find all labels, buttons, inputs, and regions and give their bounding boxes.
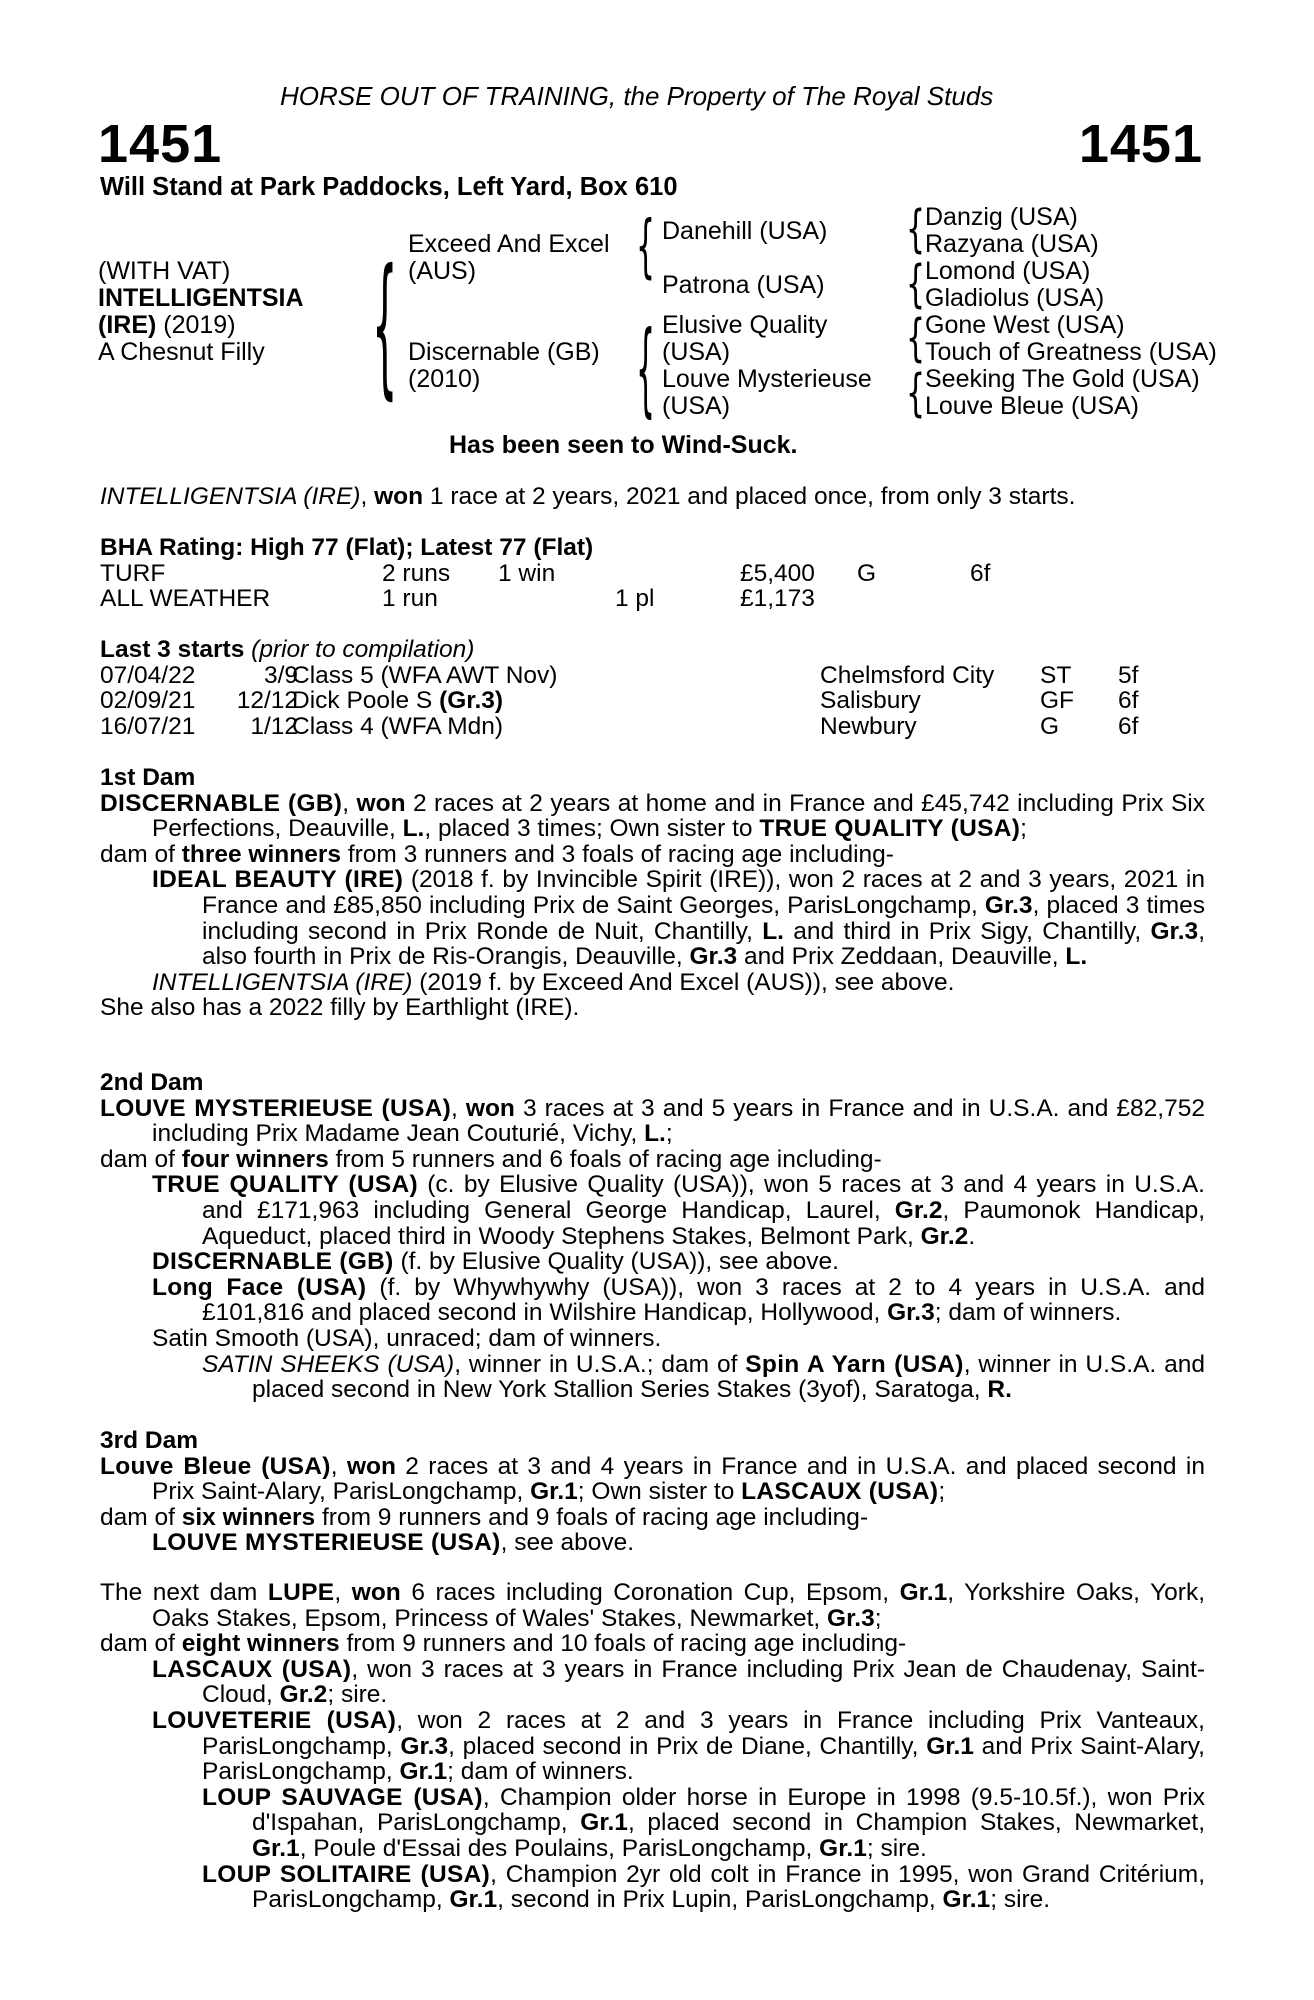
pedigree-brace-ss: {	[906, 199, 926, 260]
start-row: 07/04/22 3/9 Class 5 (WFA AWT Nov) Chelmsford City ST 5f	[100, 661, 1139, 689]
pedigree-brace-main: {	[372, 240, 398, 416]
first-dam-note: She also has a 2022 filly by Earthlight (IRE).	[100, 994, 580, 1022]
horse-description: A Chesnut Filly	[98, 338, 265, 366]
next-dam-section	[100, 1580, 1205, 1913]
rating-section	[100, 535, 1205, 612]
third-dam-section	[100, 1428, 1205, 1556]
pedigree-brace-dam: {	[636, 311, 656, 431]
produce-entry: INTELLIGENTSIA (IRE) (2019 f. by Exceed And Excel (AUS)), see above.	[152, 968, 955, 996]
pedigree-sds: Lomond (USA)	[925, 257, 1091, 285]
stand-location: Will Stand at Park Paddocks, Left Yard, Box 610	[100, 173, 678, 201]
second-dam-record: LOUVE MYSTERIEUSE (USA), won 3 races at 3 and 5 years in France and in U.S.A. and £82,752 including Prix Madame Jean Couturié, Vichy, L.;	[100, 1094, 1205, 1148]
rating-row-all-weather: ALL WEATHER 1 run 1 pl £1,173	[100, 585, 815, 613]
second-dam-section	[100, 1070, 1205, 1403]
last-starts-section	[100, 637, 1205, 739]
produce-entry: LASCAUX (USA), won 3 races at 3 years in France including Prix Jean de Chaudenay, Saint-Cloud, Gr.2; sire.	[152, 1655, 1205, 1709]
lot-number-left: 1451	[98, 114, 223, 174]
pedigree-ddd: Louve Bleue (USA)	[925, 392, 1140, 420]
first-dam-heading: 1st Dam	[100, 764, 196, 791]
pedigree-dam: Discernable (GB) (2010)	[408, 338, 600, 393]
produce-entry: LOUVE MYSTERIEUSE (USA), see above.	[152, 1529, 635, 1557]
pedigree-brace-sire: {	[636, 207, 656, 288]
grand-produce-entry: SATIN SHEEKS (USA), winner in U.S.A.; dam of Spin A Yarn (USA), winner in U.S.A. and placed second in New York Stallion Series Stakes (3yof), Saratoga, R.	[202, 1350, 1205, 1404]
pedigree-sire-sire: Danehill (USA)	[662, 217, 828, 245]
first-dam-produce: dam of three winners from 3 runners and 3 foals of racing age including-	[100, 840, 894, 868]
next-dam-record: The next dam LUPE, won 6 races including Coronation Cup, Epsom, Gr.1, Yorkshire Oaks, York, Oaks Stakes, Epsom, Princess of Wales' Stakes, Newmarket, Gr.3;	[100, 1579, 1206, 1632]
vet-note: Has been seen to Wind-Suck.	[449, 431, 798, 459]
produce-entry: Satin Smooth (USA), unraced; dam of winners.	[152, 1324, 662, 1352]
pedigree-sdd: Gladiolus (USA)	[925, 284, 1105, 312]
third-dam-produce: dam of six winners from 9 runners and 9 foals of racing age including-	[100, 1503, 869, 1531]
next-dam-produce: dam of eight winners from 9 runners and 10 foals of racing age including-	[100, 1630, 907, 1658]
second-dam-heading: 2nd Dam	[100, 1069, 204, 1096]
produce-entry: TRUE QUALITY (USA) (c. by Elusive Quality (USA)), won 5 races at 3 and 4 years in U.S.A. and £171,963 including General George Handicap, Laurel, Gr.2, Paumonok Handicap, Aqueduct, placed third in Woody Stephens Stakes, Belmont Park, Gr.2.	[152, 1171, 1205, 1250]
first-dam-record: DISCERNABLE (GB), won 2 races at 2 years at home and in France and £45,742 including Prix Six Perfections, Deauville, L., placed 3 times; Own sister to TRUE QUALITY (USA);	[100, 789, 1205, 843]
pedigree-dds: Seeking The Gold (USA)	[925, 365, 1200, 393]
pedigree-sire-dam: Patrona (USA)	[662, 271, 825, 299]
pedigree-dam-dam: Louve Mysterieuse (USA)	[662, 365, 872, 420]
last-starts-heading: Last 3 starts (prior to compilation)	[100, 636, 475, 663]
produce-entry: IDEAL BEAUTY (IRE) (2018 f. by Invincible Spirit (IRE)), won 2 races at 2 and 3 years, 2021 in France and £85,850 including Prix de Saint Georges, ParisLongchamp, Gr.3, placed 3 times including second in Prix Ronde de Nuit, Chantilly, L. and third in Prix Sigy, Chantilly, Gr.3, also fourth in Prix de Ris-Orangis, Deauville, Gr.3 and Prix Zeddaan, Deauville, L.	[152, 866, 1205, 971]
third-dam-heading: 3rd Dam	[100, 1427, 199, 1454]
pedigree-brace-dd: {	[906, 363, 926, 424]
pedigree-dam-sire: Elusive Quality (USA)	[662, 311, 828, 366]
pedigree-sire: Exceed And Excel (AUS)	[408, 230, 610, 285]
produce-entry: DISCERNABLE (GB) (f. by Elusive Quality (USA)), see above.	[152, 1248, 839, 1276]
horse-name-origin: (IRE) (2019)	[98, 311, 236, 339]
pedigree-dss: Gone West (USA)	[925, 311, 1125, 339]
pedigree-sss: Danzig (USA)	[925, 203, 1078, 231]
pedigree-dsd: Touch of Greatness (USA)	[925, 338, 1217, 366]
start-row: 02/09/21 12/12 Dick Poole S (Gr.3) Salisbury GF 6f	[100, 687, 1139, 715]
produce-entry: Long Face (USA) (f. by Whywhywhy (USA)), won 3 races at 2 to 4 years in U.S.A. and £101,816 and placed second in Wilshire Handicap, Hollywood, Gr.3; dam of winners.	[152, 1273, 1205, 1327]
pedigree-brace-ds: {	[906, 308, 926, 369]
grand-produce-entry: LOUP SAUVAGE (USA), Champion older horse in Europe in 1998 (9.5-10.5f.), won Prix d'Ispahan, ParisLongchamp, Gr.1, placed second in Champion Stakes, Newmarket, Gr.1, Poule d'Essai des Poulains, ParisLongchamp, Gr.1; sire.	[202, 1783, 1205, 1862]
page-header: HORSE OUT OF TRAINING, the Property of The Royal Studs	[280, 81, 994, 111]
first-dam-section	[100, 765, 1205, 1021]
pedigree-brace-sd: {	[906, 254, 926, 315]
horse-name: INTELLIGENTSIA	[98, 284, 304, 312]
lot-number-right: 1451	[1078, 114, 1203, 174]
start-row: 16/07/21 1/12 Class 4 (WFA Mdn) Newbury G 6f	[100, 712, 1139, 740]
second-dam-produce: dam of four winners from 5 runners and 6 foals of racing age including-	[100, 1145, 882, 1173]
horse-vat: (WITH VAT)	[98, 257, 231, 285]
grand-produce-entry: LOUP SOLITAIRE (USA), Champion 2yr old colt in France in 1995, won Grand Critérium, ParisLongchamp, Gr.1, second in Prix Lupin, ParisLongchamp, Gr.1; sire.	[202, 1860, 1206, 1914]
race-summary: INTELLIGENTSIA (IRE), won 1 race at 2 years, 2021 and placed once, from only 3 starts.	[100, 483, 1076, 510]
rating-row-turf: TURF 2 runs 1 win £5,400 G 6f	[100, 559, 991, 587]
pedigree-ssd: Razyana (USA)	[925, 230, 1099, 258]
produce-entry: LOUVETERIE (USA), won 2 races at 2 and 3 years in France including Prix Vanteaux, ParisLongchamp, Gr.3, placed second in Prix de Diane, Chantilly, Gr.1 and Prix Saint-Alary, ParisLongchamp, Gr.1; dam of winners.	[152, 1706, 1205, 1786]
third-dam-record: Louve Bleue (USA), won 2 races at 3 and 4 years in France and in U.S.A. and placed second in Prix Saint-Alary, ParisLongchamp, Gr.1; Own sister to LASCAUX (USA);	[100, 1452, 1205, 1506]
rating-heading: BHA Rating: High 77 (Flat); Latest 77 (Flat)	[100, 534, 594, 561]
